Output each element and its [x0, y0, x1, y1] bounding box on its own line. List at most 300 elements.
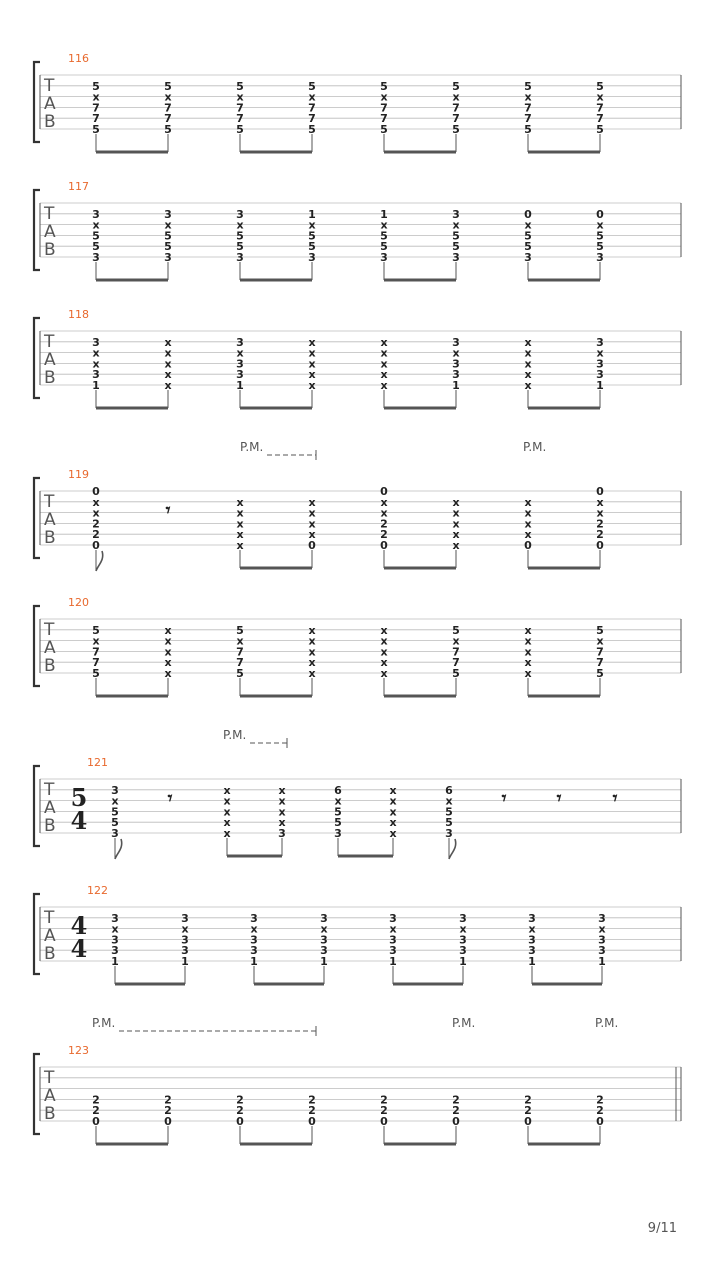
- fret-number: 0: [452, 1115, 460, 1128]
- fret-number: 0: [596, 1115, 604, 1128]
- fret-number: x: [596, 90, 604, 104]
- fret-number: 2: [596, 1104, 604, 1118]
- fret-number: 0: [524, 207, 532, 221]
- fret-number: 3: [181, 911, 189, 925]
- fret-number: 3: [528, 944, 536, 958]
- fret-number: x: [452, 517, 460, 531]
- fret-number: x: [452, 528, 460, 542]
- tab-clef-letter: A: [44, 350, 56, 370]
- fret-number: x: [524, 90, 532, 104]
- fret-number: x: [524, 218, 532, 232]
- fret-number: 1: [598, 955, 606, 968]
- fret-number: 1: [181, 955, 189, 968]
- fret-number: 5: [236, 623, 244, 637]
- fret-number: 2: [92, 1104, 100, 1118]
- fret-number: x: [452, 539, 460, 552]
- fret-number: 7: [452, 101, 460, 115]
- fret-number: x: [524, 645, 532, 659]
- fret-number: x: [236, 539, 244, 552]
- fret-number: 3: [92, 207, 100, 221]
- fret-number: 3: [459, 933, 467, 947]
- fret-number: x: [452, 346, 460, 360]
- palm-mute-label: P.M.: [523, 440, 547, 454]
- fret-number: 6: [334, 783, 342, 797]
- fret-number: 7: [92, 112, 100, 126]
- fret-number: 0: [92, 1115, 100, 1128]
- fret-number: 3: [236, 207, 244, 221]
- fret-number: x: [223, 805, 231, 819]
- fret-number: 0: [596, 207, 604, 221]
- fret-number: x: [236, 495, 244, 509]
- fret-number: 1: [320, 955, 328, 968]
- fret-number: 3: [164, 251, 172, 264]
- measure-number: 122: [87, 884, 108, 897]
- fret-number: 0: [308, 1115, 316, 1128]
- fret-number: 7: [164, 112, 172, 126]
- fret-number: 5: [452, 123, 460, 136]
- fret-number: 5: [92, 240, 100, 254]
- fret-number: 7: [596, 101, 604, 115]
- fret-number: x: [389, 805, 397, 819]
- tab-clef-letter: A: [44, 510, 56, 530]
- fret-number: x: [164, 379, 172, 392]
- fret-number: 5: [380, 240, 388, 254]
- fret-number: 3: [452, 251, 460, 264]
- palm-mute-label: P.M.: [452, 1016, 476, 1030]
- tab-clef-letter: A: [44, 798, 56, 818]
- fret-number: x: [524, 368, 532, 382]
- fret-number: x: [164, 346, 172, 360]
- fret-number: x: [278, 805, 286, 819]
- fret-number: 2: [524, 1104, 532, 1118]
- fret-number: x: [278, 783, 286, 797]
- fret-number: x: [320, 922, 328, 936]
- fret-number: 3: [596, 368, 604, 382]
- fret-number: 2: [236, 1093, 244, 1107]
- tab-clef-letter: A: [44, 638, 56, 658]
- fret-number: 5: [164, 240, 172, 254]
- fret-number: 3: [236, 357, 244, 371]
- fret-number: 2: [452, 1104, 460, 1118]
- fret-number: 2: [524, 1093, 532, 1107]
- system-bracket: [34, 62, 40, 142]
- fret-number: x: [380, 218, 388, 232]
- time-signature-top: 4: [70, 911, 88, 940]
- fret-number: 5: [92, 623, 100, 637]
- fret-number: x: [92, 218, 100, 232]
- fret-number: x: [389, 816, 397, 830]
- palm-mute-label: P.M.: [240, 440, 264, 454]
- fret-number: 3: [598, 933, 606, 947]
- fret-number: 3: [320, 944, 328, 958]
- fret-number: 7: [236, 101, 244, 115]
- fret-number: 0: [380, 1115, 388, 1128]
- fret-number: 5: [452, 229, 460, 243]
- fret-number: 5: [92, 667, 100, 680]
- fret-number: 5: [334, 805, 342, 819]
- fret-number: 5: [308, 79, 316, 93]
- fret-number: 5: [380, 123, 388, 136]
- fret-number: x: [92, 346, 100, 360]
- fret-number: 5: [308, 229, 316, 243]
- fret-number: x: [278, 794, 286, 808]
- eighth-rest: 𝄾: [165, 500, 171, 521]
- fret-number: 3: [111, 944, 119, 958]
- fret-number: 5: [596, 240, 604, 254]
- tab-clef-letter: B: [44, 816, 56, 836]
- fret-number: 3: [320, 933, 328, 947]
- fret-number: x: [223, 827, 231, 840]
- fret-number: 3: [528, 933, 536, 947]
- fret-number: 2: [380, 1093, 388, 1107]
- fret-number: x: [389, 794, 397, 808]
- fret-number: 3: [524, 251, 532, 264]
- fret-number: 1: [528, 955, 536, 968]
- fret-number: 7: [452, 656, 460, 670]
- fret-number: 7: [308, 112, 316, 126]
- fret-number: x: [308, 656, 316, 670]
- fret-number: 3: [598, 911, 606, 925]
- fret-number: x: [236, 346, 244, 360]
- fret-number: x: [308, 335, 316, 349]
- eighth-rest: 𝄾: [167, 788, 173, 809]
- fret-number: x: [380, 645, 388, 659]
- fret-number: x: [380, 346, 388, 360]
- fret-number: x: [308, 623, 316, 637]
- fret-number: 3: [111, 783, 119, 797]
- fret-number: 5: [452, 667, 460, 680]
- tab-clef-letter: T: [44, 908, 55, 928]
- fret-number: 5: [92, 79, 100, 93]
- fret-number: x: [380, 656, 388, 670]
- fret-number: 5: [596, 229, 604, 243]
- fret-number: 3: [111, 911, 119, 925]
- fret-number: 1: [92, 379, 100, 392]
- tab-clef-letter: B: [44, 112, 56, 132]
- fret-number: 2: [236, 1104, 244, 1118]
- palm-mute-label: P.M.: [595, 1016, 619, 1030]
- fret-number: x: [445, 794, 453, 808]
- fret-number: 5: [92, 123, 100, 136]
- fret-number: x: [524, 623, 532, 637]
- fret-number: x: [164, 90, 172, 104]
- tab-clef-letter: B: [44, 528, 56, 548]
- fret-number: 1: [452, 379, 460, 392]
- fret-number: x: [459, 922, 467, 936]
- fret-number: x: [236, 90, 244, 104]
- fret-number: x: [164, 623, 172, 637]
- fret-number: 3: [181, 933, 189, 947]
- fret-number: x: [596, 346, 604, 360]
- fret-number: x: [452, 495, 460, 509]
- fret-number: 5: [236, 667, 244, 680]
- fret-number: 3: [278, 827, 286, 840]
- fret-number: 2: [308, 1104, 316, 1118]
- fret-number: 1: [380, 207, 388, 221]
- fret-number: 1: [250, 955, 258, 968]
- fret-number: x: [528, 922, 536, 936]
- fret-number: x: [236, 218, 244, 232]
- fret-number: 1: [596, 379, 604, 392]
- fret-number: 5: [452, 623, 460, 637]
- fret-number: x: [236, 528, 244, 542]
- fret-number: 0: [596, 539, 604, 552]
- fret-number: 5: [92, 229, 100, 243]
- fret-number: 3: [389, 911, 397, 925]
- fret-number: 5: [596, 623, 604, 637]
- measure-number: 116: [68, 52, 89, 65]
- system-bracket: [34, 766, 40, 846]
- fret-number: x: [308, 528, 316, 542]
- fret-number: 3: [250, 933, 258, 947]
- fret-number: 5: [236, 240, 244, 254]
- fret-number: x: [236, 517, 244, 531]
- fret-number: 7: [92, 101, 100, 115]
- fret-number: x: [380, 495, 388, 509]
- fret-number: x: [334, 794, 342, 808]
- fret-number: 2: [92, 528, 100, 542]
- system-bracket: [34, 190, 40, 270]
- fret-number: 3: [598, 944, 606, 958]
- fret-number: 3: [320, 911, 328, 925]
- fret-number: 3: [92, 335, 100, 349]
- fret-number: x: [308, 368, 316, 382]
- fret-number: 5: [445, 805, 453, 819]
- fret-number: x: [596, 634, 604, 648]
- time-signature-top: 5: [70, 783, 88, 812]
- tab-clef-letter: B: [44, 944, 56, 964]
- fret-number: x: [308, 645, 316, 659]
- fret-number: 2: [92, 1093, 100, 1107]
- fret-number: 7: [92, 645, 100, 659]
- fret-number: x: [308, 495, 316, 509]
- fret-number: x: [92, 634, 100, 648]
- fret-number: x: [111, 794, 119, 808]
- fret-number: x: [598, 922, 606, 936]
- fret-number: 2: [380, 528, 388, 542]
- fret-number: x: [92, 357, 100, 371]
- fret-number: x: [524, 335, 532, 349]
- tab-clef-letter: B: [44, 368, 56, 388]
- fret-number: 7: [380, 112, 388, 126]
- fret-number: 3: [164, 207, 172, 221]
- eighth-rest: 𝄾: [556, 788, 562, 809]
- eighth-rest: 𝄾: [501, 788, 507, 809]
- fret-number: x: [389, 827, 397, 840]
- fret-number: 5: [111, 816, 119, 830]
- fret-number: 0: [236, 1115, 244, 1128]
- fret-number: 0: [380, 485, 388, 498]
- fret-number: 3: [181, 944, 189, 958]
- fret-number: 0: [92, 485, 100, 498]
- fret-number: 6: [445, 783, 453, 797]
- fret-number: x: [111, 922, 119, 936]
- measure-number: 123: [68, 1044, 89, 1057]
- fret-number: 2: [596, 517, 604, 531]
- fret-number: x: [524, 517, 532, 531]
- fret-number: 7: [524, 101, 532, 115]
- fret-number: 7: [308, 101, 316, 115]
- measure-number: 119: [68, 468, 89, 481]
- fret-number: 5: [111, 805, 119, 819]
- fret-number: x: [164, 357, 172, 371]
- fret-number: 3: [92, 251, 100, 264]
- tab-clef-letter: T: [44, 780, 55, 800]
- fret-number: x: [308, 346, 316, 360]
- fret-number: 5: [524, 240, 532, 254]
- fret-number: 5: [164, 79, 172, 93]
- fret-number: 7: [452, 645, 460, 659]
- fret-number: x: [389, 783, 397, 797]
- tab-clef-letter: T: [44, 204, 55, 224]
- fret-number: 2: [380, 517, 388, 531]
- fret-number: x: [236, 506, 244, 520]
- palm-mute-label: P.M.: [92, 1016, 116, 1030]
- fret-number: x: [596, 495, 604, 509]
- fret-number: 7: [524, 112, 532, 126]
- fret-number: 5: [524, 229, 532, 243]
- time-signature-bottom: 4: [70, 934, 88, 963]
- fret-number: 3: [452, 207, 460, 221]
- fret-number: 3: [236, 251, 244, 264]
- fret-number: 7: [236, 645, 244, 659]
- fret-number: 3: [528, 911, 536, 925]
- fret-number: 2: [452, 1093, 460, 1107]
- tab-clef-letter: T: [44, 1068, 55, 1088]
- fret-number: x: [452, 506, 460, 520]
- fret-number: 2: [380, 1104, 388, 1118]
- note-flag: [96, 551, 103, 571]
- fret-number: 5: [524, 123, 532, 136]
- fret-number: 7: [596, 112, 604, 126]
- page-number: 9/11: [647, 1221, 677, 1236]
- fret-number: 0: [308, 539, 316, 552]
- time-signature-bottom: 4: [70, 806, 88, 835]
- fret-number: x: [92, 90, 100, 104]
- fret-number: 5: [164, 123, 172, 136]
- fret-number: x: [181, 922, 189, 936]
- fret-number: 0: [92, 539, 100, 552]
- fret-number: 3: [250, 944, 258, 958]
- note-flag: [115, 839, 122, 859]
- fret-number: 0: [164, 1115, 172, 1128]
- tab-clef-letter: A: [44, 1086, 56, 1106]
- fret-number: x: [524, 506, 532, 520]
- fret-number: 7: [164, 101, 172, 115]
- fret-number: 3: [452, 368, 460, 382]
- fret-number: x: [524, 656, 532, 670]
- fret-number: x: [308, 506, 316, 520]
- fret-number: x: [308, 218, 316, 232]
- fret-number: x: [452, 90, 460, 104]
- tab-clef-letter: T: [44, 76, 55, 96]
- fret-number: 7: [92, 656, 100, 670]
- tab-clef-letter: B: [44, 240, 56, 260]
- fret-number: 3: [445, 827, 453, 840]
- tab-clef-letter: T: [44, 620, 55, 640]
- fret-number: x: [308, 357, 316, 371]
- fret-number: 5: [236, 79, 244, 93]
- fret-number: 5: [334, 816, 342, 830]
- fret-number: 3: [596, 357, 604, 371]
- tab-clef-letter: B: [44, 656, 56, 676]
- fret-number: 7: [452, 112, 460, 126]
- fret-number: 2: [308, 1093, 316, 1107]
- measure-number: 121: [87, 756, 108, 769]
- fret-number: x: [524, 379, 532, 392]
- fret-number: 3: [452, 357, 460, 371]
- measure-number: 120: [68, 596, 89, 609]
- fret-number: 5: [524, 79, 532, 93]
- fret-number: 3: [596, 251, 604, 264]
- system-bracket: [34, 478, 40, 558]
- fret-number: x: [524, 634, 532, 648]
- fret-number: x: [380, 506, 388, 520]
- tab-clef-letter: A: [44, 222, 56, 242]
- fret-number: x: [380, 368, 388, 382]
- fret-number: 3: [459, 911, 467, 925]
- fret-number: 2: [92, 517, 100, 531]
- fret-number: 7: [236, 112, 244, 126]
- fret-number: x: [223, 783, 231, 797]
- fret-number: x: [308, 517, 316, 531]
- system-bracket: [34, 606, 40, 686]
- fret-number: 5: [236, 229, 244, 243]
- tab-clef-letter: A: [44, 94, 56, 114]
- fret-number: 5: [308, 240, 316, 254]
- fret-number: x: [278, 816, 286, 830]
- fret-number: x: [164, 634, 172, 648]
- fret-number: 7: [596, 645, 604, 659]
- fret-number: x: [92, 506, 100, 520]
- fret-number: 2: [596, 528, 604, 542]
- fret-number: 3: [111, 827, 119, 840]
- fret-number: x: [524, 667, 532, 680]
- fret-number: x: [389, 922, 397, 936]
- system-bracket: [34, 318, 40, 398]
- fret-number: x: [164, 656, 172, 670]
- fret-number: x: [524, 495, 532, 509]
- fret-number: x: [250, 922, 258, 936]
- fret-number: x: [596, 218, 604, 232]
- fret-number: 0: [596, 485, 604, 498]
- fret-number: 3: [308, 251, 316, 264]
- fret-number: 3: [596, 335, 604, 349]
- fret-number: 1: [111, 955, 119, 968]
- fret-number: x: [308, 634, 316, 648]
- fret-number: 5: [380, 229, 388, 243]
- tab-clef-letter: T: [44, 332, 55, 352]
- fret-number: 3: [92, 368, 100, 382]
- fret-number: 5: [596, 79, 604, 93]
- fret-number: 0: [524, 539, 532, 552]
- fret-number: 5: [445, 816, 453, 830]
- fret-number: 1: [236, 379, 244, 392]
- fret-number: 5: [596, 667, 604, 680]
- fret-number: x: [236, 634, 244, 648]
- tab-clef-letter: A: [44, 926, 56, 946]
- fret-number: x: [308, 379, 316, 392]
- fret-number: 3: [111, 933, 119, 947]
- fret-number: 5: [596, 123, 604, 136]
- fret-number: 7: [236, 656, 244, 670]
- fret-number: x: [380, 357, 388, 371]
- eighth-rest: 𝄾: [612, 788, 618, 809]
- fret-number: 1: [308, 207, 316, 221]
- fret-number: x: [223, 816, 231, 830]
- fret-number: x: [308, 90, 316, 104]
- fret-number: 7: [596, 656, 604, 670]
